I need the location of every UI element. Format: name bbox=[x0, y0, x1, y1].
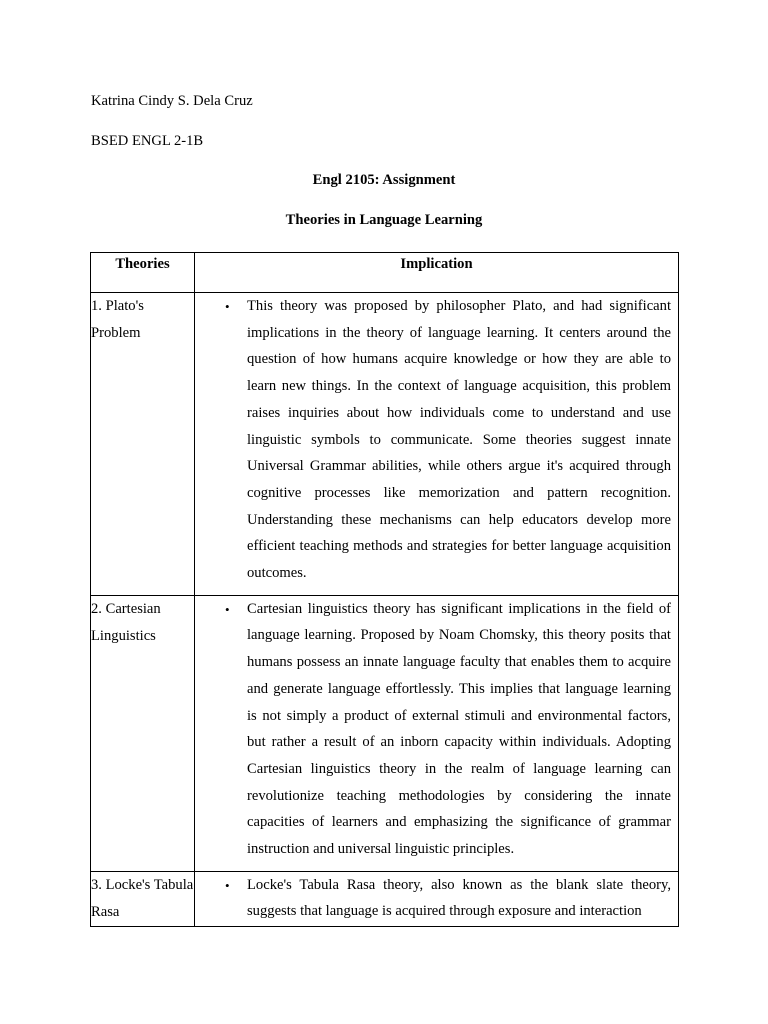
table-row bbox=[91, 871, 679, 926]
table-row bbox=[91, 293, 679, 596]
bullet-icon: • bbox=[225, 299, 230, 314]
theory-name bbox=[91, 871, 195, 926]
column-header-theories: Theories bbox=[91, 253, 195, 293]
table-row bbox=[91, 595, 679, 871]
implication-text: Locke's Tabula Rasa theory, also known as the blank slate theory, suggests that language is acquired through exposure and interaction bbox=[247, 876, 671, 920]
theory-name: 2. Cartesian Linguistics bbox=[91, 595, 195, 871]
bullet-icon: • bbox=[225, 601, 230, 617]
table-header-row bbox=[91, 253, 679, 293]
implication-cell bbox=[195, 293, 679, 596]
implication-text: This theory was proposed by philosopher Plato, and had significant implications in the theory of language learning. It centers around the question of how humans acquire knowledge or how they are able to learn new things. In the context of language acquisition, this problem raises inquiries about how individuals come to understand and use linguistic symbols to communicate. Some theories suggest innate Universal Grammar abilities, while others argue it's acquired through cognitive processes like memorization and pattern recognition. Understanding these mechanisms can help educators develop more efficient teaching methods and strategies for better language acquisition outcomes. bbox=[247, 298, 671, 582]
implication-cell bbox=[195, 595, 679, 871]
implication-text: Cartesian linguistics theory has significant implications in the field of language learning. Proposed by Noam Chomsky, this theory posits that humans possess an innate language faculty that enables them to acquire and generate language effortlessly. This implies that language learning is not simply a product of external stimuli and environmental factors, but rather a result of an inborn capacity within individuals. Adopting Cartesian linguistics theory in the realm of language learning can revolutionize teaching methodologies by considering the innate capacities of learners and emphasizing the significance of grammar instruction and universal linguistic principles. bbox=[247, 600, 671, 858]
document-title: Theories in Language Learning bbox=[285, 212, 483, 228]
theory-name-text: 3. Locke's Tabula Rasa bbox=[91, 876, 194, 918]
student-name: Katrina Cindy S. Dela Cruz bbox=[91, 93, 253, 109]
column-header-implication: Implication bbox=[195, 253, 679, 293]
course-section: BSED ENGL 2-1B bbox=[91, 133, 204, 149]
theories-table bbox=[90, 252, 679, 927]
implication-cell bbox=[195, 871, 679, 926]
theory-name: 1. Plato's Problem bbox=[91, 293, 195, 596]
bullet-icon: • bbox=[225, 877, 230, 893]
assignment-title: Engl 2105: Assignment bbox=[312, 172, 456, 188]
